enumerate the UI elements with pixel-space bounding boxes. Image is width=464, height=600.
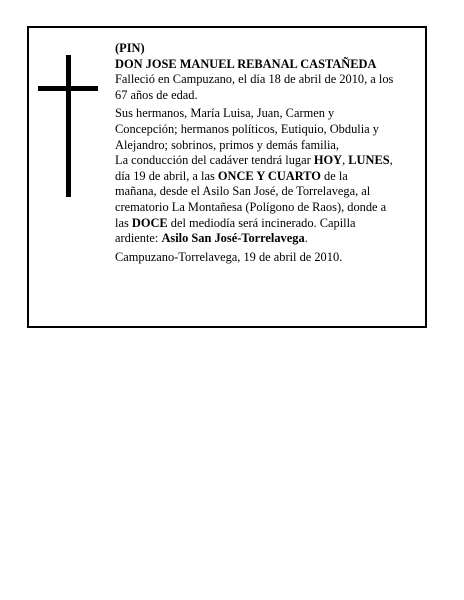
funeral-line-5: las DOCE del mediodía será incinerado. Capilla (115, 215, 356, 230)
deceased-name: DON JOSE MANUEL REBANAL CASTAÑEDA (115, 56, 377, 71)
funeral-line-4: crematorio La Montañesa (Polígono de Raos), donde a (115, 199, 387, 214)
source-tag: (PIN) (115, 41, 145, 55)
family-line-1: Sus hermanos, María Luisa, Juan, Carmen y (115, 106, 335, 121)
notice-text (115, 41, 425, 265)
closing-line: Campuzano-Torrelavega, 19 de abril de 2010. (115, 249, 343, 264)
funeral-line-6: ardiente: Asilo San José-Torrelavega. (115, 231, 308, 246)
family-line-3: Alejandro; sobrinos, primos y demás familia, (115, 137, 340, 152)
family-line-2: Concepción; hermanos políticos, Eutiquio, Obdulia y (115, 121, 379, 136)
cross-vertical-bar (66, 55, 71, 197)
funeral-line-1: La conducción del cadáver tendrá lugar HOY, LUNES, (115, 153, 393, 168)
obituary-notice (27, 26, 427, 328)
death-line-2: 67 años de edad. (115, 87, 198, 102)
death-line-1: Falleció en Campuzano, el día 18 de abril de 2010, a los (115, 72, 394, 87)
funeral-line-3: mañana, desde el Asilo San José, de Torrelavega, al (115, 184, 371, 199)
funeral-line-2: día 19 de abril, a las ONCE Y CUARTO de la (115, 168, 348, 183)
cross-horizontal-bar (38, 86, 98, 91)
